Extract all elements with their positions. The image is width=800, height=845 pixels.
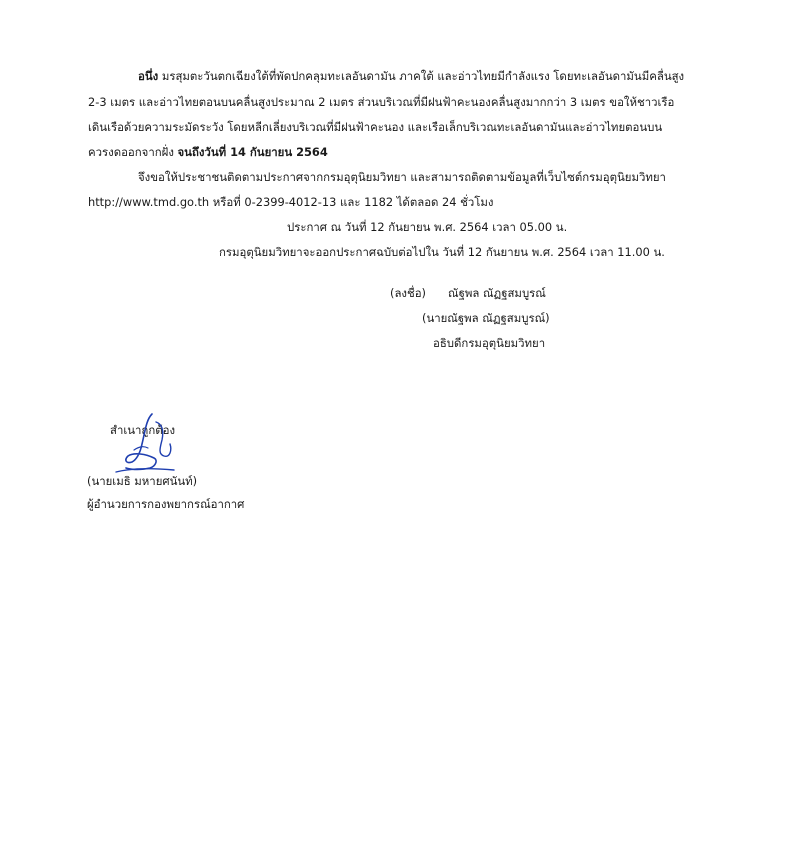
paragraph-1-lead-word: อนึ่ง bbox=[138, 69, 159, 83]
paragraph-1-line-1-text: มรสุมตะวันตกเฉียงใต้ที่พัดปกคลุมทะเลอันดามัน ภาคใต้ และอ่าวไทยมีกำลังแรง โดยทะเลอันดามันมีคลื่นสูง bbox=[158, 69, 685, 83]
signed-name: ณัฐพล ณัฏฐสมบูรณ์ bbox=[448, 286, 546, 300]
paragraph-1-line-4 bbox=[88, 144, 328, 160]
certifier-name: (นายเมธิ มหายศนันท์) bbox=[87, 474, 198, 488]
paragraph-1-line-4-text: ควรงดออกจากฝั่ง bbox=[88, 145, 178, 159]
signatory-full-name: (นายณัฐพล ณัฏฐสมบูรณ์) bbox=[422, 311, 550, 325]
signatory-position: อธิบดีกรมอุตุนิยมวิทยา bbox=[433, 336, 546, 350]
signed-prefix: (ลงชื่อ) bbox=[390, 286, 427, 300]
handwritten-signature-icon bbox=[112, 410, 184, 480]
certified-copy-label: สำเนาถูกต้อง bbox=[110, 423, 176, 437]
paragraph-2-line-1: จึงขอให้ประชาชนติดตามประกาศจากกรมอุตุนิยมวิทยา และสามารถติดตามข้อมูลที่เว็บไซต์กรมอุตุนิยมวิทยา bbox=[138, 170, 666, 184]
paragraph-2-line-2: http://www.tmd.go.th หรือที่ 0-2399-4012-13 และ 1182 ได้ตลอด 24 ชั่วโมง bbox=[88, 195, 494, 209]
paragraph-1-line-1 bbox=[138, 68, 684, 84]
deadline-date: จนถึงวันที่ 14 กันยายน 2564 bbox=[177, 145, 328, 159]
next-bulletin-notice: กรมอุตุนิยมวิทยาจะออกประกาศฉบับต่อไปใน วันที่ 12 กันยายน พ.ศ. 2564 เวลา 11.00 น. bbox=[219, 245, 665, 259]
paragraph-1-line-2: 2-3 เมตร และอ่าวไทยตอนบนคลื่นสูงประมาณ 2 เมตร ส่วนบริเวณที่มีฝนฟ้าคะนองคลื่นสูงมากกว่า 3 เมตร ขอให้ชาวเรือ bbox=[88, 95, 675, 109]
announcement-date: ประกาศ ณ วันที่ 12 กันยายน พ.ศ. 2564 เวลา 05.00 น. bbox=[287, 220, 568, 234]
signature-line bbox=[390, 285, 546, 301]
paragraph-1-line-3: เดินเรือด้วยความระมัดระวัง โดยหลีกเลี่ยงบริเวณที่มีฝนฟ้าคะนอง และเรือเล็กบริเวณทะเลอันดามันและอ่าวไทยตอนบน bbox=[88, 120, 663, 134]
certifier-position: ผู้อำนวยการกองพยากรณ์อากาศ bbox=[87, 497, 245, 511]
